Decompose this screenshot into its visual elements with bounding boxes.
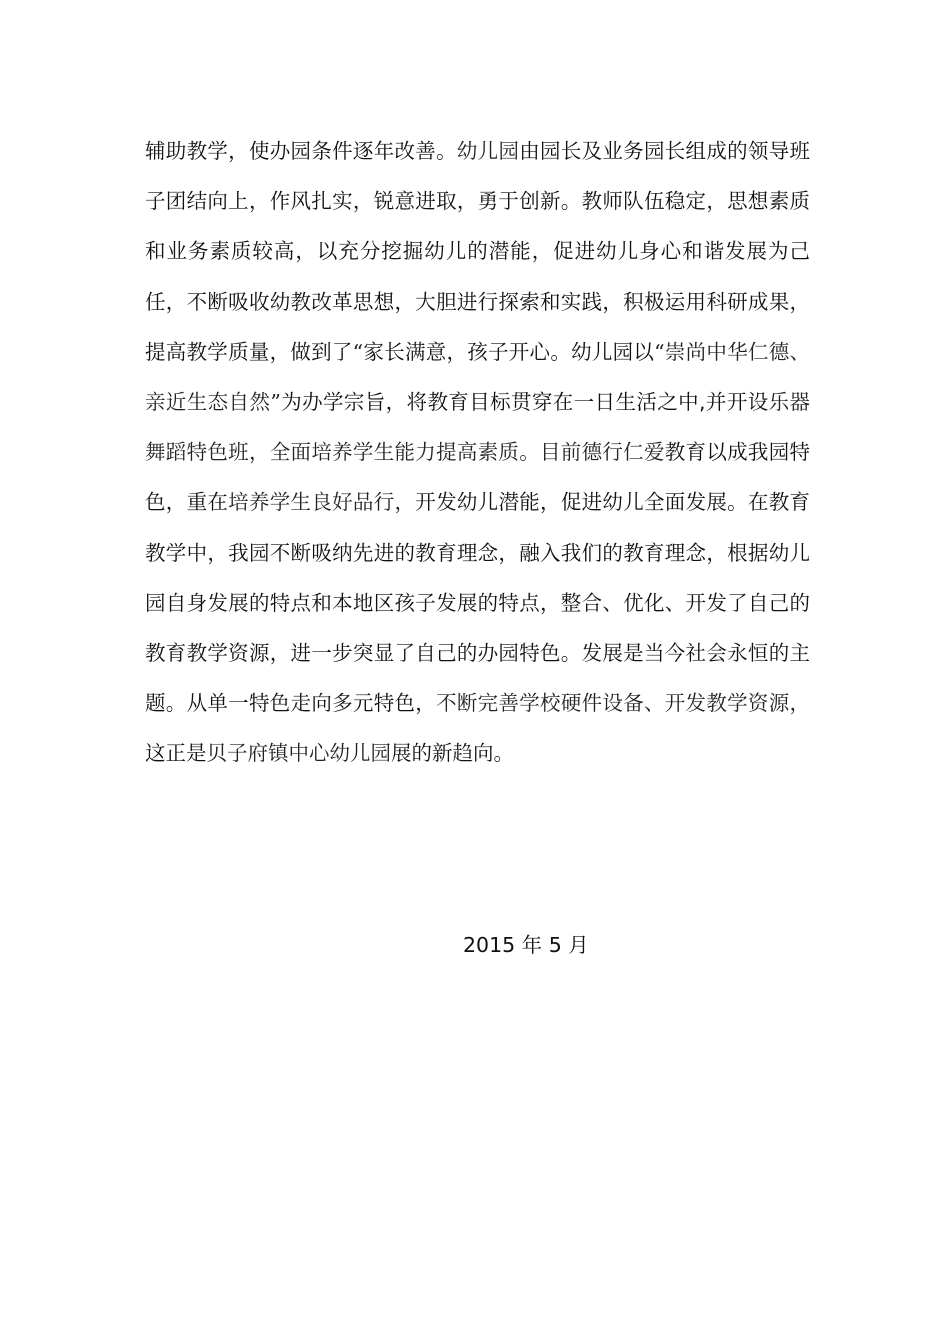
- document-date: 2015 年 5 月: [463, 933, 589, 957]
- text-run: 培养学生良好品行，: [228, 490, 416, 515]
- text-run: 教育以成我园特色，重在: [145, 440, 811, 515]
- text-run: 由园长及业务园长组成的领导班子团结向上，作风扎实，锐意进取，勇于创新。教师队伍稳定，思想素质和业务素质较高，以充分挖掘幼儿的潜能，促进幼儿身心和谐发展为己任，不断吸收幼教改革思想，大胆进行探索和实践，积极运用科研成果，提高教学质量，做到了: [145, 139, 811, 364]
- text-run: 这正是: [145, 741, 207, 766]
- text-run: 幼儿园: [456, 139, 520, 163]
- text-run: 家长满意，孩子开心。幼儿园以: [363, 339, 655, 364]
- text-run: 辅助教学，使办园条件逐年改善。: [145, 139, 457, 163]
- text-run: 开发幼儿潜能，促进幼儿全面发展。在教育教学中，我园不断吸纳先进的教育理念，融入我们的教育理念，根据幼儿园自身发展的特点和本地区孩子发展的特点，整合、优化、开发了自己的教育教学资源，进一步突显了自己的办园特色。发展是当今社会永恒的主题。从单一特色走向多元特色，: [145, 490, 811, 716]
- text-run: “: [352, 339, 364, 364]
- text-run: 展的新趋向。: [391, 741, 514, 766]
- body-paragraph: [145, 126, 810, 779]
- text-run: 贝子府镇中心幼儿园: [206, 741, 391, 766]
- text-run: 不断完善学校硬件设备、开发教学资源，: [436, 691, 811, 716]
- text-run: 为办学宗旨，将教育目标贯穿在一日生活之中,并开设: [280, 390, 769, 415]
- text-run: 乐器舞蹈特色班，全面培养学生能力提高素质。目前德行仁爱: [145, 390, 810, 465]
- text-run: “崇尚中华仁德、亲近生态自然”: [145, 339, 811, 415]
